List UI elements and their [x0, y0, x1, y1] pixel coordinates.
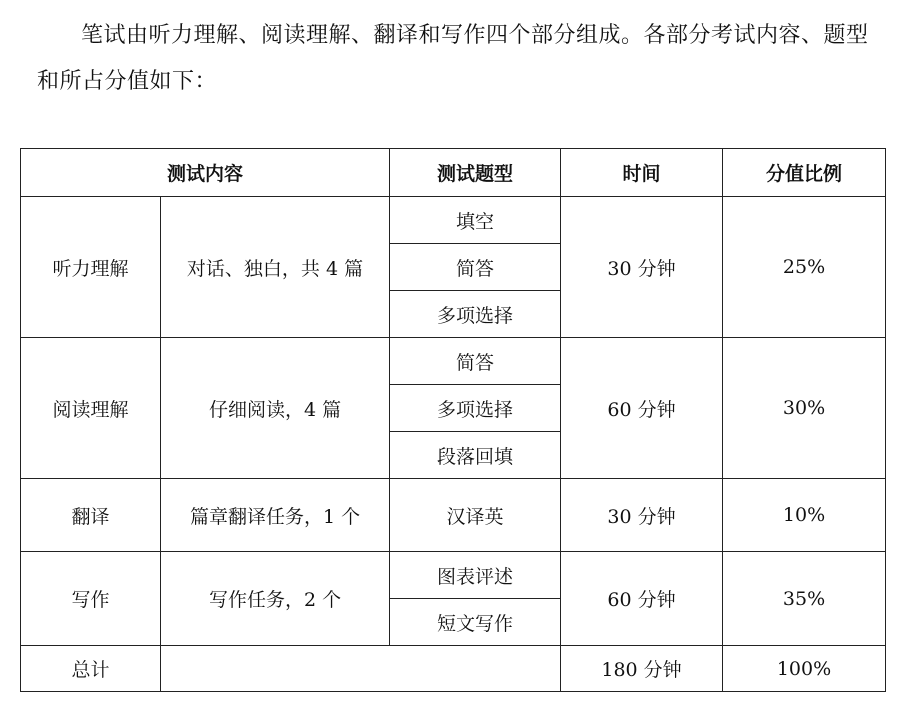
- header-ratio: 分值比例: [723, 149, 886, 197]
- section-content: 对话、独白，共 4 篇: [161, 197, 390, 338]
- exam-structure-table: [20, 148, 886, 692]
- table-row: [21, 479, 886, 552]
- intro-paragraph: 笔试由听力理解、阅读理解、翻译和写作四个部分组成。各部分考试内容、题型和所占分值如下：: [37, 23, 869, 94]
- section-time: 60 分钟: [561, 338, 723, 479]
- total-blank: [161, 646, 561, 692]
- table-row: [21, 552, 886, 599]
- section-type: 图表评述: [390, 552, 561, 599]
- section-name: 翻译: [21, 479, 161, 552]
- section-type: 多项选择: [390, 385, 561, 432]
- section-name: 写作: [21, 552, 161, 646]
- header-time: 时间: [561, 149, 723, 197]
- section-type: 短文写作: [390, 599, 561, 646]
- table-row: [21, 197, 886, 244]
- section-content: 篇章翻译任务，1 个: [161, 479, 390, 552]
- table-row: [21, 338, 886, 385]
- section-ratio: 35%: [723, 552, 886, 646]
- section-type: 段落回填: [390, 432, 561, 479]
- section-time: 60 分钟: [561, 552, 723, 646]
- section-ratio: 25%: [723, 197, 886, 338]
- header-type: 测试题型: [390, 149, 561, 197]
- section-time: 30 分钟: [561, 197, 723, 338]
- header-content: 测试内容: [21, 149, 390, 197]
- section-ratio: 10%: [723, 479, 886, 552]
- total-ratio: 100%: [723, 646, 886, 692]
- total-time: 180 分钟: [561, 646, 723, 692]
- section-content: 仔细阅读，4 篇: [161, 338, 390, 479]
- total-label: 总计: [21, 646, 161, 692]
- table-header-row: [21, 149, 886, 197]
- section-name: 听力理解: [21, 197, 161, 338]
- section-ratio: 30%: [723, 338, 886, 479]
- section-type: 简答: [390, 338, 561, 385]
- total-row: [21, 646, 886, 692]
- section-type: 汉译英: [390, 479, 561, 552]
- section-name: 阅读理解: [21, 338, 161, 479]
- section-type: 多项选择: [390, 291, 561, 338]
- section-type: 填空: [390, 197, 561, 244]
- section-type: 简答: [390, 244, 561, 291]
- section-time: 30 分钟: [561, 479, 723, 552]
- section-content: 写作任务，2 个: [161, 552, 390, 646]
